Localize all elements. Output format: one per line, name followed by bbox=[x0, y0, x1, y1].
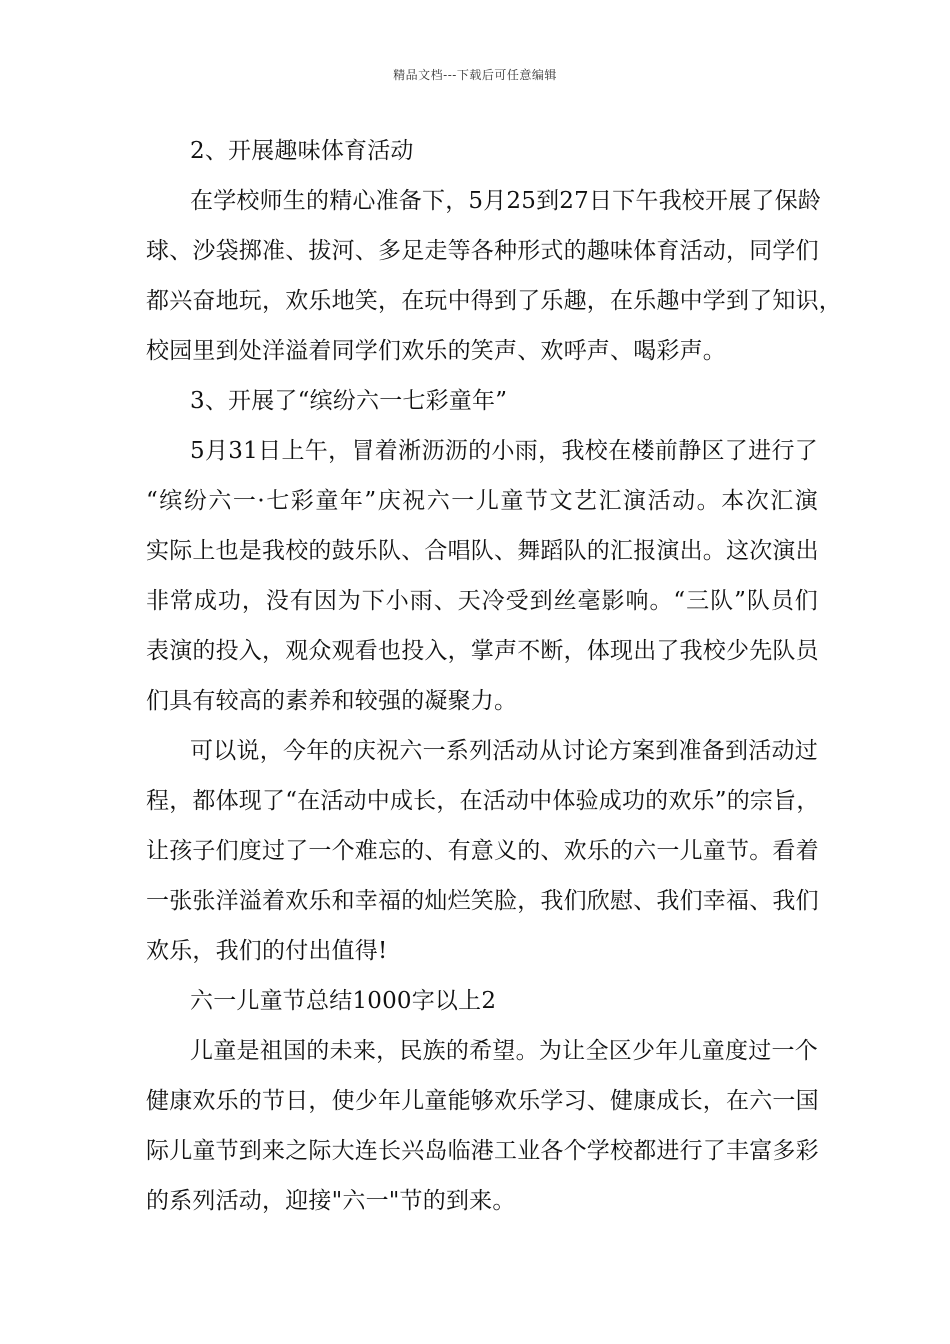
text-line: “缤纷六一·七彩童年”庆祝六一儿童节文艺汇演活动。本次汇演 bbox=[146, 488, 818, 514]
text-line: 际儿童节到来之际大连长兴岛临港工业各个学校都进行了丰富多彩 bbox=[146, 1138, 819, 1164]
text-line: 表演的投入，观众观看也投入，掌声不断，体现出了我校少先队员 bbox=[146, 638, 819, 664]
text-line: 们具有较高的素养和较强的凝聚力。 bbox=[146, 688, 518, 714]
text-line: 非常成功，没有因为下小雨、天冷受到丝毫影响。“三队”队员们 bbox=[146, 588, 818, 614]
text-line: 球、沙袋掷准、拔河、多足走等各种形式的趣味体育活动，同学们 bbox=[146, 238, 819, 264]
text-line: 儿童是祖国的未来，民族的希望。为让全区少年儿童度过一个 bbox=[190, 1038, 818, 1064]
text-line: 一张张洋溢着欢乐和幸福的灿烂笑脸，我们欣慰、我们幸福、我们 bbox=[146, 888, 819, 914]
text-line: 程，都体现了“在活动中成长，在活动中体验成功的欢乐”的宗旨， bbox=[146, 788, 820, 814]
text-line: 六一儿童节总结1000字以上2 bbox=[190, 988, 497, 1014]
text-line: 让孩子们度过了一个难忘的、有意义的、欢乐的六一儿童节。看着 bbox=[146, 838, 819, 864]
text-line: 的系列活动，迎接"六一"节的到来。 bbox=[146, 1188, 516, 1214]
page-header: 精品文档---下载后可任意编辑 bbox=[393, 68, 557, 82]
text-line: 可以说，今年的庆祝六一系列活动从讨论方案到准备到活动过 bbox=[190, 738, 818, 764]
text-line: 在学校师生的精心准备下，5月25到27日下午我校开展了保龄 bbox=[190, 188, 821, 214]
text-line: 都兴奋地玩，欢乐地笑，在玩中得到了乐趣，在乐趣中学到了知识， bbox=[146, 288, 842, 314]
text-line: 校园里到处洋溢着同学们欢乐的笑声、欢呼声、喝彩声。 bbox=[146, 338, 726, 364]
text-line: 2、开展趣味体育活动 bbox=[190, 138, 414, 164]
text-line: 5月31日上午，冒着淅沥沥的小雨，我校在楼前静区了进行了 bbox=[190, 438, 818, 464]
text-line: 3、开展了“缤纷六一七彩童年” bbox=[190, 388, 508, 414]
text-line: 实际上也是我校的鼓乐队、合唱队、舞蹈队的汇报演出。这次演出 bbox=[146, 538, 819, 564]
text-line: 健康欢乐的节日，使少年儿童能够欢乐学习、健康成长，在六一国 bbox=[146, 1088, 819, 1114]
text-line: 欢乐，我们的付出值得! bbox=[146, 938, 388, 964]
document-body bbox=[146, 126, 842, 1226]
